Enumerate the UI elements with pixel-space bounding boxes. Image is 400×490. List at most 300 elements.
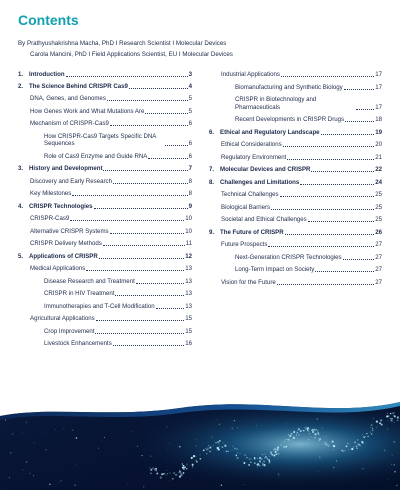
particle-dot <box>170 473 171 474</box>
toc-entry-label <box>221 216 307 224</box>
toc-entry[interactable] <box>209 166 382 174</box>
toc-entry[interactable] <box>18 83 192 91</box>
toc-entry[interactable] <box>18 71 192 79</box>
toc-entry[interactable] <box>209 116 382 124</box>
toc-entry[interactable] <box>209 191 382 199</box>
particle-dot <box>232 446 233 447</box>
particle-dot <box>356 447 358 449</box>
particle-dot <box>344 476 345 477</box>
particle-dot <box>274 448 276 450</box>
particle-dot <box>207 447 209 449</box>
particle-dot <box>219 446 220 447</box>
toc-entry-label <box>44 278 135 286</box>
toc-entry-text: Disease Research and Treatment <box>44 277 135 285</box>
particle-dot <box>333 445 335 447</box>
particle-dot <box>175 474 177 476</box>
particle-dot <box>219 440 221 442</box>
particle-dot <box>319 438 321 440</box>
toc-entry-label <box>221 141 282 149</box>
particle-dot <box>218 443 219 444</box>
toc-entry[interactable] <box>18 315 192 323</box>
toc-entry[interactable] <box>209 71 382 79</box>
toc-entry-label <box>235 266 314 274</box>
particle-dot <box>391 464 392 465</box>
toc-entry[interactable] <box>209 96 382 111</box>
toc-entry[interactable] <box>209 254 382 262</box>
particle-dot <box>387 420 388 421</box>
toc-page-number: 13 <box>185 302 192 310</box>
particle-dot <box>209 447 211 449</box>
particle-dot <box>243 462 245 464</box>
particle-dot <box>162 473 163 474</box>
particle-dot <box>259 465 260 466</box>
particle-dot <box>261 458 263 460</box>
dot-leader <box>300 184 374 185</box>
toc-entry[interactable] <box>18 228 192 236</box>
particle-dot <box>314 433 316 435</box>
particle-dot <box>166 470 167 471</box>
toc-entry[interactable] <box>18 95 192 103</box>
particle-dot <box>285 449 286 450</box>
toc-entry[interactable] <box>18 278 192 286</box>
particle-dot <box>346 446 348 448</box>
particle-dot <box>297 430 298 431</box>
particle-dot <box>311 436 312 437</box>
particle-dot <box>210 451 211 452</box>
particle-dot <box>371 433 372 434</box>
dot-leader <box>271 209 374 210</box>
particle-dot <box>390 418 391 419</box>
particle-dot <box>137 446 138 447</box>
particle-dot <box>349 450 350 451</box>
toc-entry-label <box>221 241 267 249</box>
particle-dot <box>391 418 392 419</box>
particle-dot <box>363 436 365 438</box>
particle-dot <box>317 418 319 420</box>
particle-dot <box>5 420 6 421</box>
toc-page-number: 10 <box>185 215 192 222</box>
particle-dot <box>279 476 280 477</box>
particle-dot <box>262 465 263 466</box>
toc-entry[interactable] <box>18 240 192 248</box>
particle-dot <box>104 437 105 438</box>
dot-leader <box>96 320 185 321</box>
particle-dot <box>284 441 285 442</box>
dot-leader <box>315 271 374 272</box>
toc-page-number: 13 <box>185 265 192 272</box>
particle-dot <box>394 415 396 417</box>
particle-dot <box>173 472 175 474</box>
toc-page-number: 20 <box>375 141 382 148</box>
particle-dot <box>257 458 258 459</box>
particle-dot <box>224 445 226 447</box>
particle-dot <box>237 457 239 459</box>
particle-dot <box>372 428 373 429</box>
particle-dot <box>341 450 343 452</box>
particle-dot <box>150 469 152 471</box>
particle-dot <box>291 440 292 441</box>
particle-dot <box>199 454 200 455</box>
toc-entry-text: Livestock Enhancements <box>44 340 112 347</box>
particle-dot <box>232 427 233 428</box>
toc-page-number: 25 <box>375 216 382 223</box>
toc-section-number: 4. <box>18 202 24 210</box>
toc-page-number: 19 <box>375 128 382 136</box>
particle-dot <box>296 435 297 436</box>
particle-dot <box>217 441 219 443</box>
particle-dot <box>309 433 310 434</box>
particle-dot <box>359 445 360 446</box>
dna-helix-image <box>0 388 400 490</box>
dot-leader <box>145 113 187 114</box>
particle-dot <box>271 454 272 455</box>
particle-dot <box>387 429 388 430</box>
toc-entry-text: Discovery and Early Research <box>30 177 112 185</box>
particle-dot <box>199 458 201 460</box>
toc-entry-text: The Future of CRISPR <box>220 228 284 236</box>
dot-leader <box>95 333 184 334</box>
toc-entry-label <box>44 340 112 348</box>
particle-dot <box>394 471 396 473</box>
toc-page-number: 25 <box>375 203 382 211</box>
particle-dot <box>226 451 228 453</box>
toc-page-number: 7 <box>188 165 192 172</box>
toc-entry-text: Introduction <box>29 71 65 78</box>
particle-dot <box>215 442 217 444</box>
particle-dot <box>293 431 295 433</box>
particle-dot <box>390 417 391 418</box>
toc-page-number: 8 <box>188 190 192 197</box>
particle-dot <box>165 474 166 475</box>
toc-page-number: 24 <box>375 178 382 186</box>
toc-entry-text: Role of Cas9 Enzyme and Guide RNA <box>44 152 148 160</box>
toc-entry-label <box>235 84 343 92</box>
toc-entry[interactable] <box>18 133 192 148</box>
particle-dot <box>155 470 157 472</box>
toc-entry[interactable] <box>209 216 382 224</box>
dot-leader <box>113 183 188 184</box>
particle-dot <box>169 443 170 444</box>
toc-entry-label <box>235 96 355 111</box>
toc-entry[interactable] <box>209 229 382 237</box>
toc-page-number: 11 <box>185 240 192 247</box>
particle-dot <box>10 452 12 454</box>
toc-entry[interactable] <box>209 266 382 274</box>
particle-dot <box>282 450 283 451</box>
toc-entry-label <box>209 179 299 187</box>
toc-entry-label <box>209 129 320 137</box>
particle-dot <box>232 450 233 451</box>
particle-dot <box>46 449 47 450</box>
particle-dot <box>149 467 150 468</box>
particle-dot <box>345 450 346 451</box>
toc-entry[interactable] <box>209 141 382 149</box>
dot-leader <box>343 259 375 260</box>
toc-entry-text: Ethical Considerations <box>221 141 282 148</box>
particle-dot <box>217 447 219 449</box>
dot-leader <box>283 146 375 147</box>
particle-dot <box>362 434 363 435</box>
toc-section-number: 1. <box>18 71 24 78</box>
particle-dot <box>242 465 243 466</box>
particle-dot <box>316 429 317 430</box>
dot-leader <box>110 233 185 234</box>
toc-section-number: 3. <box>18 165 24 172</box>
particle-dot <box>291 433 293 435</box>
particle-dot <box>286 424 287 425</box>
particle-dot <box>260 462 261 463</box>
particle-dot <box>262 454 264 456</box>
toc-entry-text: Medical Applications <box>30 265 86 272</box>
particle-dot <box>211 449 212 450</box>
particle-dot <box>172 478 174 480</box>
toc-page-number: 6 <box>188 152 192 160</box>
particle-dot <box>379 422 381 424</box>
toc-entry-label <box>30 228 109 236</box>
toc-page-number: 15 <box>185 327 192 335</box>
particle-dot <box>276 449 278 451</box>
toc-section-number: 5. <box>18 252 24 260</box>
toc-entry-text: Key Milestones <box>30 190 72 197</box>
particle-dot <box>386 416 388 418</box>
toc-entry-label <box>30 215 69 223</box>
dot-leader <box>277 284 374 285</box>
toc-entry[interactable] <box>209 241 382 249</box>
toc-entry-label <box>30 120 109 128</box>
toc-entry-text: Biological Barriers <box>221 203 271 211</box>
toc-page-number: 26 <box>375 228 382 236</box>
toc-entry[interactable] <box>209 179 382 187</box>
particle-dot <box>357 439 358 440</box>
particle-dot <box>150 473 152 475</box>
particle-dot <box>324 442 325 443</box>
toc-entry-label <box>18 253 98 261</box>
particle-dot <box>141 455 142 456</box>
particle-dot <box>373 418 374 419</box>
particle-dot <box>196 461 198 463</box>
particle-dot <box>354 441 356 443</box>
toc-entry[interactable] <box>209 204 382 212</box>
toc-entry[interactable] <box>18 108 192 116</box>
particle-dot <box>167 450 168 451</box>
particle-dot <box>277 453 279 455</box>
toc-entry[interactable] <box>209 154 382 162</box>
toc-entry-label <box>30 240 102 248</box>
toc-entry-text: Crop Improvement <box>44 327 95 335</box>
toc-entry[interactable] <box>18 253 192 261</box>
particle-dot <box>394 464 395 465</box>
particle-dot <box>317 433 319 435</box>
particle-dot <box>256 425 257 426</box>
toc-entry-text: Regulatory Environment <box>221 153 287 161</box>
toc-entry[interactable] <box>18 215 192 223</box>
particle-dot <box>372 430 373 431</box>
particle-dot <box>196 456 197 457</box>
toc-entry[interactable] <box>18 190 192 198</box>
particle-dot <box>285 446 287 448</box>
particle-dot <box>384 450 386 452</box>
particle-dot <box>263 460 265 462</box>
particle-dot <box>293 437 295 439</box>
toc-entry[interactable] <box>18 153 192 161</box>
particle-dot <box>288 434 289 435</box>
toc-page-number: 5 <box>188 107 192 115</box>
particle-dot <box>305 427 306 428</box>
particle-dot <box>362 442 364 444</box>
particle-dot <box>29 473 30 474</box>
particle-dot <box>75 464 76 465</box>
toc-entry-label <box>235 116 344 124</box>
dot-leader <box>72 195 187 196</box>
particle-dot <box>390 413 391 414</box>
particle-dot <box>314 437 315 438</box>
toc-entry-text: Industrial Applications <box>221 71 280 78</box>
dot-leader <box>103 170 187 171</box>
particle-dot <box>264 464 266 466</box>
particle-dot <box>248 464 250 466</box>
particle-dot <box>196 445 197 446</box>
particle-dot <box>380 419 382 421</box>
particle-dot <box>163 473 165 475</box>
particle-dot <box>312 431 314 433</box>
particle-dot <box>370 432 371 433</box>
particle-dot <box>63 428 64 429</box>
toc-entry[interactable] <box>18 120 192 128</box>
dot-leader <box>136 283 184 284</box>
toc-page-number: 17 <box>375 83 382 91</box>
particle-dot <box>326 436 327 437</box>
toc-entry-text: Agricultural Applications <box>30 315 95 322</box>
particle-dot <box>179 470 180 471</box>
particle-dot <box>191 457 193 459</box>
particle-dot <box>33 475 34 476</box>
particle-dot <box>76 437 78 439</box>
particle-dot <box>357 444 358 445</box>
dot-leader <box>94 208 188 209</box>
toc-entry[interactable] <box>18 178 192 186</box>
toc-page-number: 21 <box>375 153 382 161</box>
particle-dot <box>329 444 330 445</box>
particle-dot <box>365 436 366 437</box>
toc-page-number: 27 <box>375 278 382 286</box>
particle-dot <box>306 428 308 430</box>
particle-dot <box>234 448 236 450</box>
particle-dot <box>288 439 290 441</box>
toc-entry-text: CRISPR Delivery Methods <box>30 240 102 247</box>
toc-page-number: 22 <box>375 166 382 173</box>
particle-dot <box>246 457 247 458</box>
particle-dot <box>169 480 170 481</box>
particle-dot <box>216 450 217 451</box>
toc-page-number: 27 <box>375 241 382 248</box>
toc-page-number: 17 <box>375 71 382 78</box>
toc-column-right <box>209 71 382 286</box>
particle-dot <box>296 433 297 434</box>
particle-dot <box>356 446 358 448</box>
toc-entry-text: History and Development <box>29 165 103 172</box>
particle-dot <box>336 460 337 461</box>
particle-dot <box>286 439 287 440</box>
toc-entry[interactable] <box>18 340 192 348</box>
particle-dot <box>268 461 270 463</box>
particle-dot <box>212 446 213 447</box>
particle-dot <box>377 426 378 427</box>
dot-leader <box>66 76 188 77</box>
toc-entry-text: CRISPR Technologies <box>29 202 93 210</box>
particle-dot <box>376 428 377 429</box>
particle-dot <box>195 460 196 461</box>
particle-dot <box>394 412 395 413</box>
toc-entry[interactable] <box>18 290 192 298</box>
toc-entry-text: Challenges and Limitations <box>220 178 300 186</box>
particle-dot <box>265 454 266 455</box>
particle-dot <box>9 477 10 478</box>
toc-entry-label <box>44 303 155 311</box>
dot-leader <box>165 145 188 146</box>
particle-dot <box>298 434 300 436</box>
particle-dot <box>395 417 396 418</box>
particle-dot <box>303 430 304 431</box>
particle-dot <box>268 459 270 461</box>
particle-dot <box>322 427 323 428</box>
particle-dot <box>192 466 193 467</box>
toc-entry-label <box>44 153 147 161</box>
particle-dot <box>298 428 300 430</box>
toc-entry-text: Long-Term Impact on Society <box>235 266 315 273</box>
particle-dot <box>240 453 241 454</box>
particle-dot <box>238 453 239 454</box>
particle-dot <box>193 455 195 457</box>
particle-dot <box>208 445 209 446</box>
toc-page-number: 15 <box>185 315 192 322</box>
particle-dot <box>254 462 255 463</box>
particle-dot <box>300 430 302 432</box>
toc-entry[interactable] <box>18 165 192 173</box>
toc-entry[interactable] <box>209 129 382 137</box>
particle-dot <box>23 432 24 433</box>
toc-entry[interactable] <box>209 84 382 92</box>
particle-dot <box>26 422 27 423</box>
dot-leader <box>99 258 184 259</box>
particle-dot <box>156 473 158 475</box>
particle-dot <box>396 485 397 486</box>
toc-entry-label <box>209 166 310 174</box>
particle-dot <box>322 444 323 445</box>
particle-dot <box>376 420 378 422</box>
toc-entry[interactable] <box>209 279 382 287</box>
particle-dot <box>270 452 271 453</box>
particle-dot <box>282 445 283 446</box>
particle-dot <box>217 419 218 420</box>
toc-entry-label <box>209 229 284 237</box>
dot-leader <box>107 100 188 101</box>
particle-dot <box>211 437 212 438</box>
toc-page-number: 27 <box>375 253 382 261</box>
particle-dot <box>236 449 237 450</box>
particle-dot <box>150 456 151 457</box>
particle-dot <box>249 458 251 460</box>
particle-dot <box>152 467 154 469</box>
dot-leader <box>287 159 374 160</box>
toc-entry[interactable] <box>18 203 192 211</box>
toc-entry[interactable] <box>18 265 192 273</box>
particle-dot <box>325 443 327 445</box>
toc-entry[interactable] <box>18 303 192 311</box>
toc-section-number: 2. <box>18 82 24 90</box>
particle-dot <box>237 427 238 428</box>
toc-entry[interactable] <box>18 328 192 336</box>
particle-dot <box>326 441 327 442</box>
